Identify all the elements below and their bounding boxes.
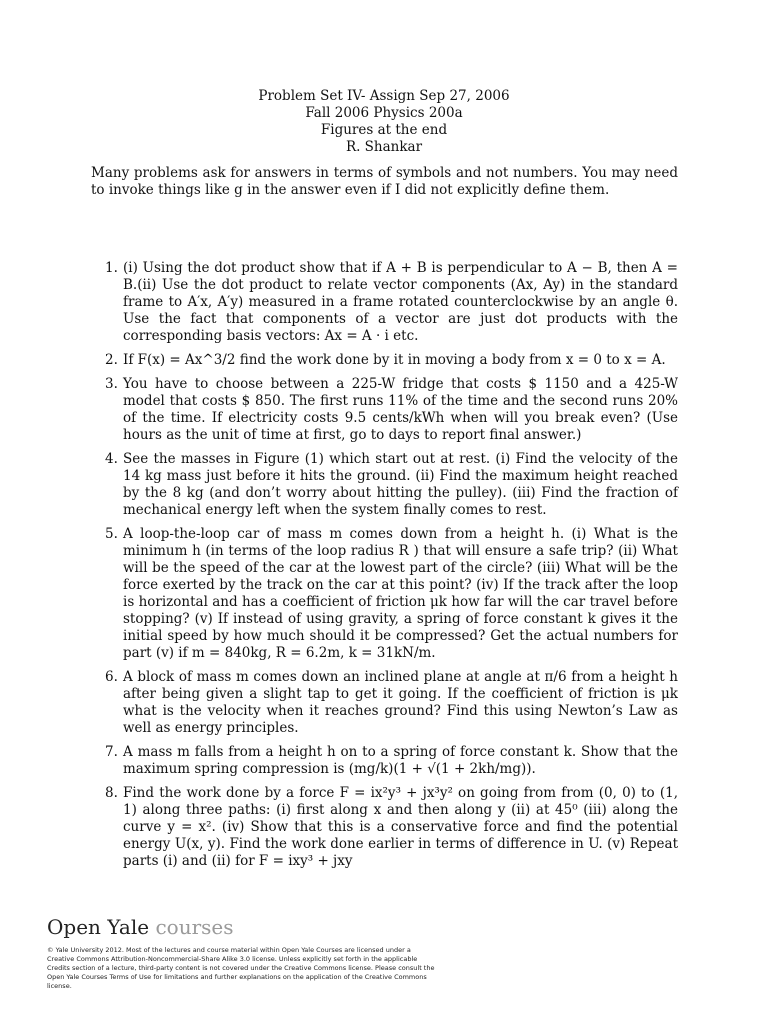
problem-item xyxy=(100,352,678,369)
open-yale-courses-logo xyxy=(47,914,437,940)
problem-number: 1. xyxy=(105,260,118,276)
problem-item xyxy=(100,451,678,519)
header-course: Fall 2006 Physics 200a xyxy=(305,105,463,121)
problem-item xyxy=(100,669,678,737)
problem-item xyxy=(100,376,678,444)
problem-text: (i) Using the dot product show that if A + B is perpendicular to A − B, then A = B.(ii) Use the dot product to relate vector components (Ax, Ay) in the standard frame to A′x, A′y) measured in a frame rotated counterclockwise by an angle θ. Use the fact that components of a vector are just dot products with the corresponding basis vectors: Ax = A · i etc. xyxy=(123,260,678,344)
problem-text: A mass m falls from a height h on to a spring of force constant k. Show that the maximum spring compression is (mg/k)(1 + √(1 + 2kh/mg)). xyxy=(123,744,678,777)
header-author: R. Shankar xyxy=(345,139,423,155)
problem-item xyxy=(100,260,678,345)
license-notice: © Yale University 2012. Most of the lectures and course material within Open Yale Courses are licensed under a Creative Commons Attribution-Noncommercial-Share Alike 3.0 license. Unless explicitly set forth in the applicable Credits section of a lecture, third-party content is not covered under the Creative Commons license. Please consult the Open Yale Courses Terms of Use for limitations and further explanations on the application of the Creative Commons license. xyxy=(47,946,435,990)
problem-item xyxy=(100,744,678,778)
problem-item xyxy=(100,785,678,870)
problem-list xyxy=(100,260,678,877)
problem-item xyxy=(100,526,678,662)
problem-number: 5. xyxy=(105,526,118,542)
problem-number: 4. xyxy=(105,451,118,467)
problem-text: A loop-the-loop car of mass m comes down from a height h. (i) What is the minimum h (in terms of the loop radius R ) that will ensure a safe trip? (ii) What will be the speed of the car at the lowest part of the circle? (iii) What will be the force exerted by the track on the car at this point? (iv) If the track after the loop is horizontal and has a coefficient of friction μk how far will the car travel before stopping? (v) If instead of using gravity, a spring of force constant k gives it the initial speed by how much should it be compressed? Get the actual numbers for part (v) if m = 840kg, R = 6.2m, k = 31kN/m. xyxy=(123,526,678,661)
problem-text: You have to choose between a 225-W fridge that costs $ 1150 and a 425-W model that costs $ 850. The first runs 11% of the time and the second runs 20% of the time. If electricity costs 9.5 cents/kWh when will you break even? (Use hours as the unit of time at first, go to days to report final answer.) xyxy=(123,376,678,443)
problem-number: 3. xyxy=(105,376,118,392)
problem-number: 2. xyxy=(105,352,118,368)
logo-courses: courses xyxy=(155,915,234,939)
problem-text: A block of mass m comes down an inclined plane at angle at π/6 from a height h after being given a slight tap to get it going. If the coefficient of friction is μk what is the velocity when it reaches ground? Find this using Newton’s Law as well as energy principles. xyxy=(123,669,678,736)
document-header xyxy=(0,88,768,156)
header-title: Problem Set IV- Assign Sep 27, 2006 xyxy=(258,88,510,104)
logo-open-yale: Open Yale xyxy=(47,915,150,939)
problem-number: 8. xyxy=(105,785,118,801)
header-note: Figures at the end xyxy=(320,122,448,138)
problem-text: Find the work done by a force F = ix²y³ + jx³y² on going from from (0, 0) to (1, 1) along three paths: (i) first along x and then along y (ii) at 45⁰ (iii) along the curve y = x². (iv) Show that this is a conservative force and find the potential energy U(x, y). Find the work done earlier in terms of difference in U. (v) Repeat parts (i) and (ii) for F = ixy³ + jxy xyxy=(123,785,678,869)
problem-number: 6. xyxy=(105,669,118,685)
problem-text: See the masses in Figure (1) which start out at rest. (i) Find the velocity of the 14 kg mass just before it hits the ground. (ii) Find the maximum height reached by the 8 kg (and don’t worry about hitting the pulley). (iii) Find the fraction of mechanical energy left when the system finally comes to rest. xyxy=(123,451,678,518)
page-footer xyxy=(47,914,437,991)
intro-paragraph: Many problems ask for answers in terms of symbols and not numbers. You may need to invoke things like g in the answer even if I did not explicitly define them. xyxy=(91,165,678,198)
problem-number: 7. xyxy=(105,744,118,760)
problem-text: If F(x) = Ax^3/2 find the work done by it in moving a body from x = 0 to x = A. xyxy=(123,352,666,368)
